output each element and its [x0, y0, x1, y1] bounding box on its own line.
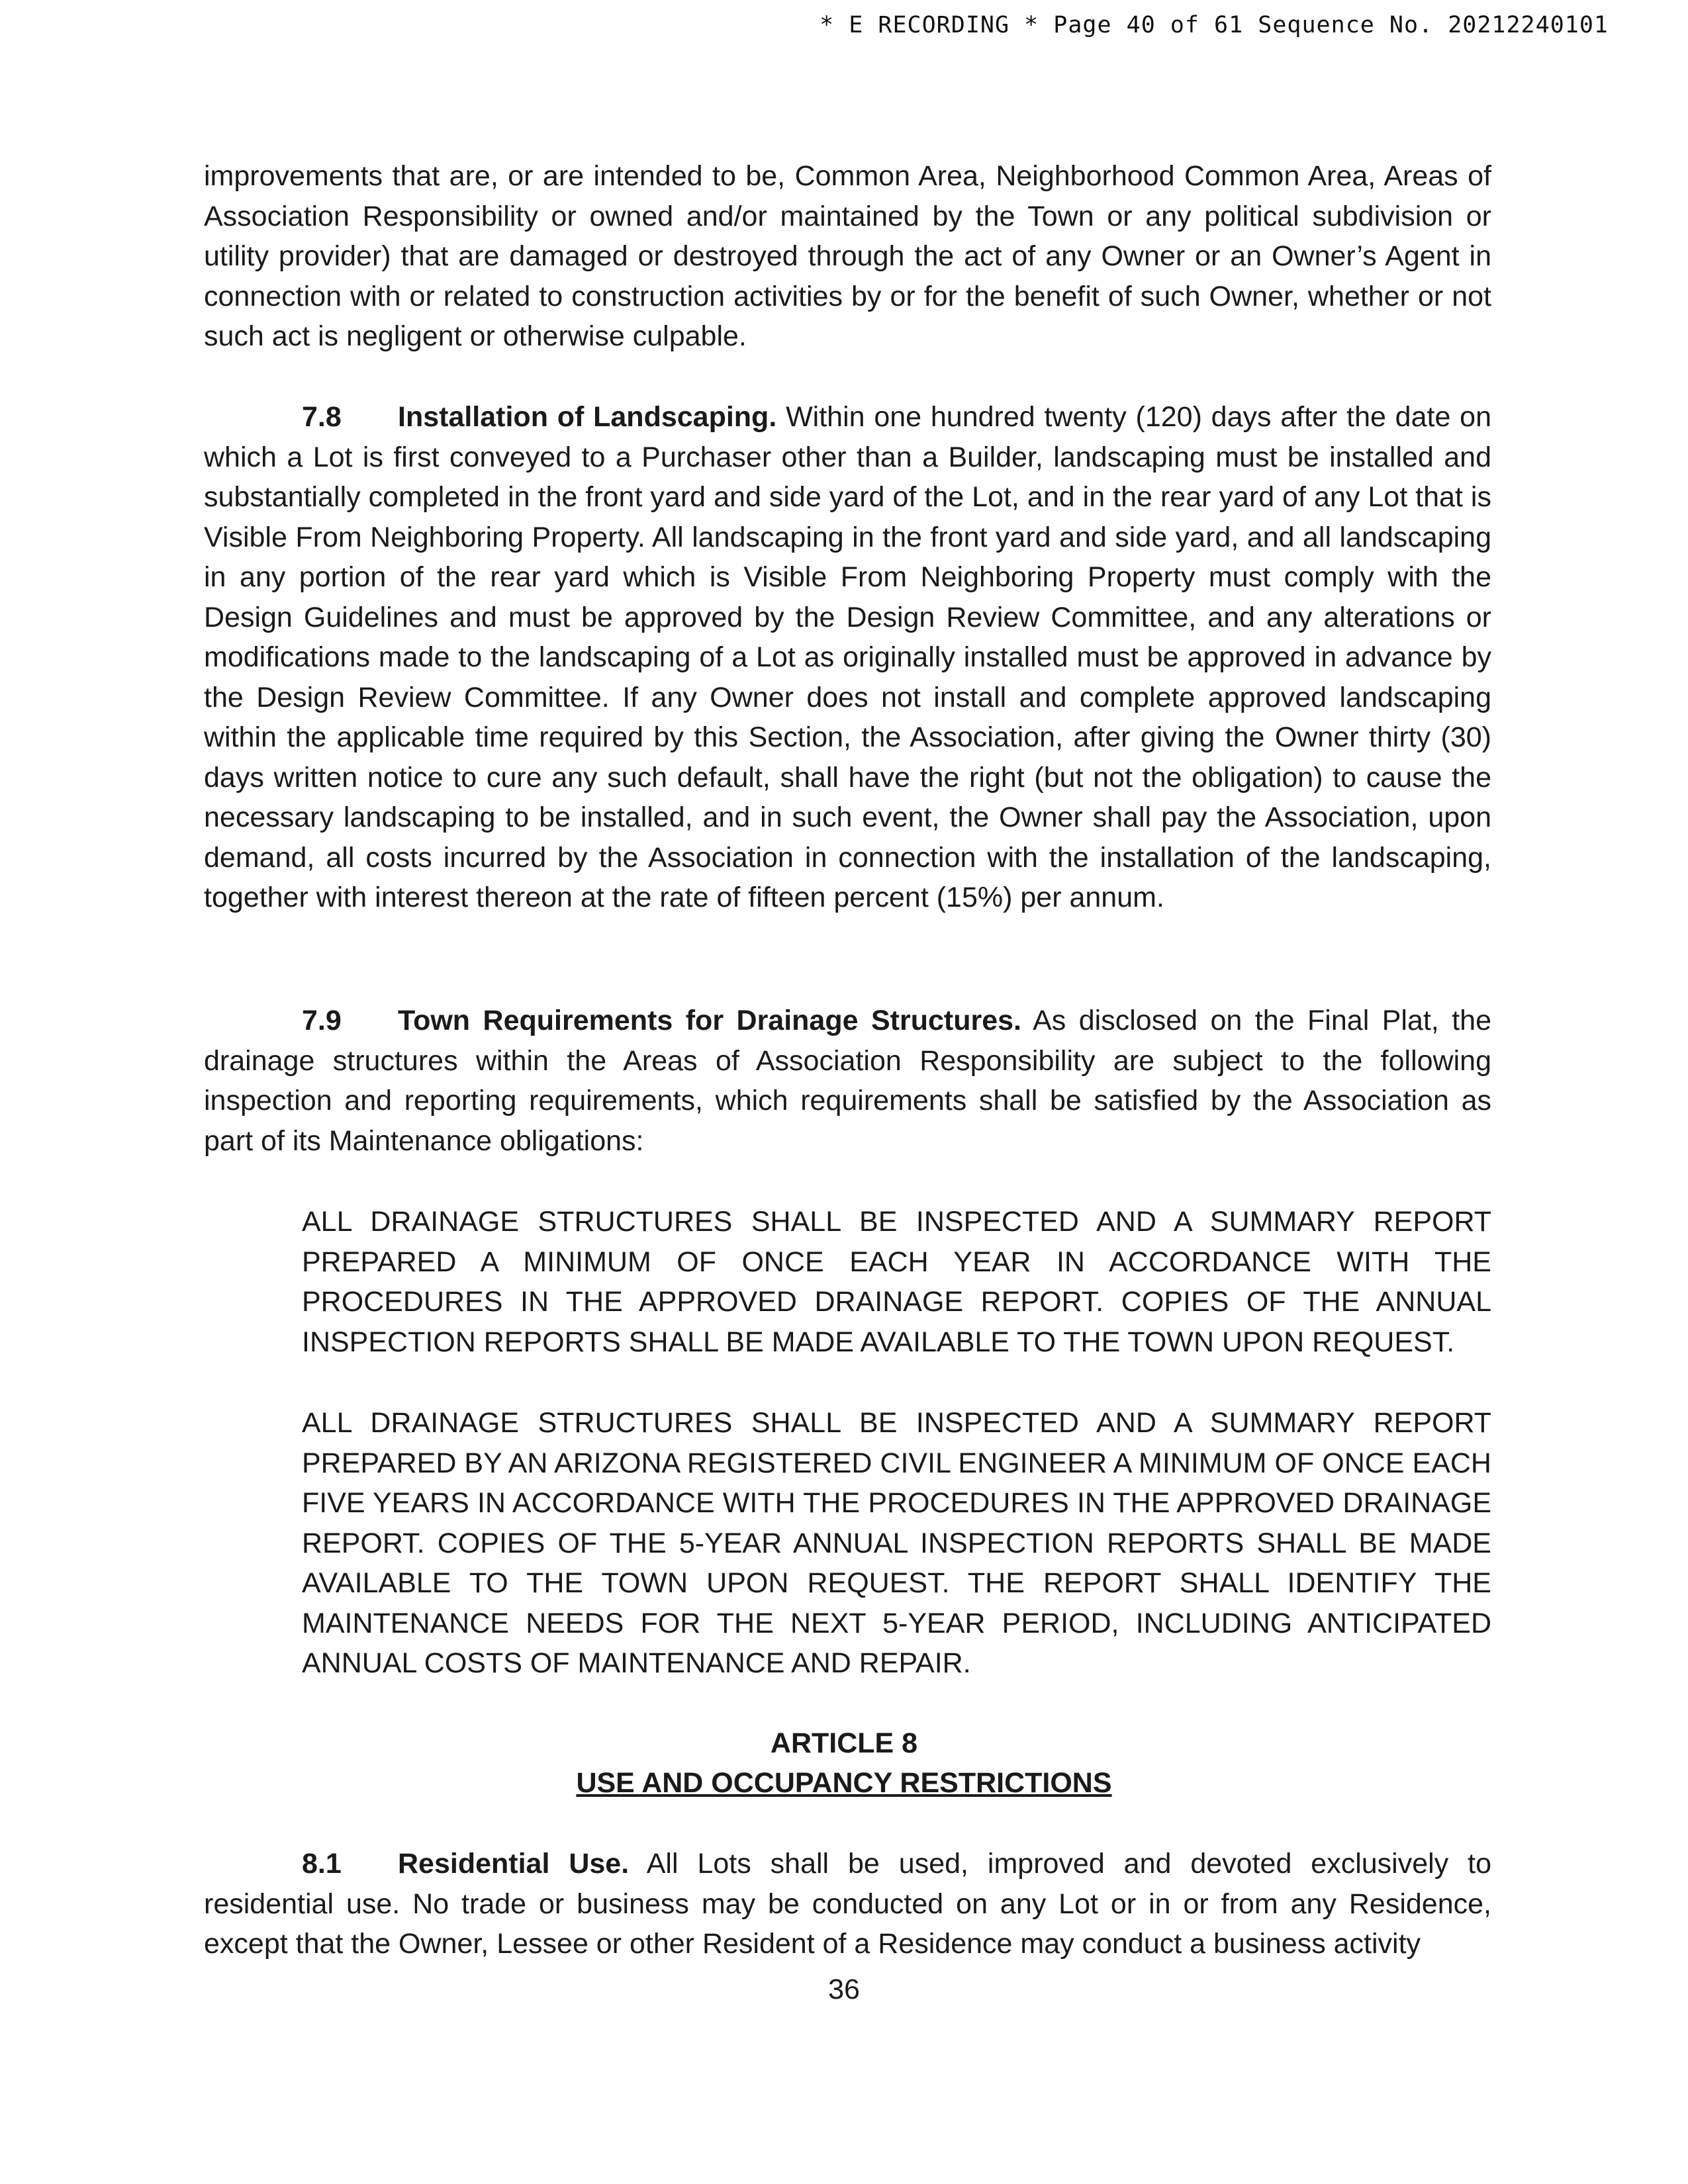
- section-title: Installation of Landscaping.: [398, 401, 777, 433]
- article-heading-block: [0, 1723, 1688, 1803]
- section-title: Town Requirements for Drainage Structures.: [398, 1005, 1022, 1036]
- section-8-1: [204, 1844, 1491, 1964]
- page-number: 36: [828, 1974, 860, 2005]
- section-7-9: [204, 1001, 1491, 1161]
- drainage-requirement-annual: [302, 1202, 1491, 1362]
- requirement-text: ALL DRAINAGE STRUCTURES SHALL BE INSPECTED AND A SUMMARY REPORT PREPARED BY AN ARIZONA REGISTERED CIVIL ENGINEER A MINIMUM OF ONCE EACH FIVE YEARS IN ACCORDANCE WITH THE PROCEDURES IN THE APPROVED DRAINAGE REPORT. COPIES OF THE 5-YEAR ANNUAL INSPECTION REPORTS SHALL BE MADE AVAILABLE TO THE TOWN UPON REQUEST. THE REPORT SHALL IDENTIFY THE MAINTENANCE NEEDS FOR THE NEXT 5-YEAR PERIOD, INCLUDING ANTICIPATED ANNUAL COSTS OF MAINTENANCE AND REPAIR.: [302, 1407, 1491, 1679]
- recording-header: * E RECORDING * Page 40 of 61 Sequence No. 20212240101: [820, 12, 1609, 38]
- section-title: Residential Use.: [398, 1848, 630, 1880]
- section-body: All Lots shall be used, improved and devoted exclusively to residential use. No trade or business may be conducted on any Lot or in or from any Residence, except that the Owner, Lessee or other Resident of a Residence may conduct a business activity: [204, 1848, 1491, 1960]
- section-body: As disclosed on the Final Plat, the drainage structures within the Areas of Association Responsibility are subject to the following inspection and reporting requirements, which requirements shall be satisfied by the Association as part of its Maintenance obligations:: [204, 1005, 1491, 1157]
- continuation-paragraph: [204, 156, 1491, 357]
- section-number: 8.1: [302, 1848, 342, 1880]
- continuation-text: improvements that are, or are intended to be, Common Area, Neighborhood Common Area, Areas of Association Responsibility or owned and/or maintained by the Town or any political subdivision or utility provider) that are damaged or destroyed through the act of any Owner or an Owner’s Agent in connection with or related to construction activities by or for the benefit of such Owner, whether or not such act is negligent or otherwise culpable.: [204, 160, 1491, 352]
- article-heading: ARTICLE 8: [770, 1727, 918, 1759]
- section-number: 7.8: [302, 401, 342, 433]
- article-subheading: USE AND OCCUPANCY RESTRICTIONS: [576, 1767, 1112, 1799]
- section-number: 7.9: [302, 1005, 342, 1036]
- requirement-text: ALL DRAINAGE STRUCTURES SHALL BE INSPECTED AND A SUMMARY REPORT PREPARED A MINIMUM OF ONCE EACH YEAR IN ACCORDANCE WITH THE PROCEDURES IN THE APPROVED DRAINAGE REPORT. COPIES OF THE ANNUAL INSPECTION REPORTS SHALL BE MADE AVAILABLE TO THE TOWN UPON REQUEST.: [302, 1206, 1491, 1358]
- drainage-requirement-five-year: [302, 1403, 1491, 1684]
- section-body: Within one hundred twenty (120) days after the date on which a Lot is first conveyed to a Purchaser other than a Builder, landscaping must be installed and substantially completed in the front yard and side yard of the Lot, and in the rear yard of any Lot that is Visible From Neighboring Property. All landscaping in the front yard and side yard, and all landscaping in any portion of the rear yard which is Visible From Neighboring Property must comply with the Design Guidelines and must be approved by the Design Review Committee, and any alterations or modifications made to the landscaping of a Lot as originally installed must be approved in advance by the Design Review Committee. If any Owner does not install and complete approved landscaping within the applicable time required by this Section, the Association, after giving the Owner thirty (30) days written notice to cure any such default, shall have the right (but not the obligation) to cause the necessary landscaping to be installed, and in such event, the Owner shall pay the Association, upon demand, all costs incurred by the Association in connection with the installation of the landscaping, together with interest thereon at the rate of fifteen percent (15%) per annum.: [204, 401, 1491, 913]
- section-7-8: [204, 397, 1491, 918]
